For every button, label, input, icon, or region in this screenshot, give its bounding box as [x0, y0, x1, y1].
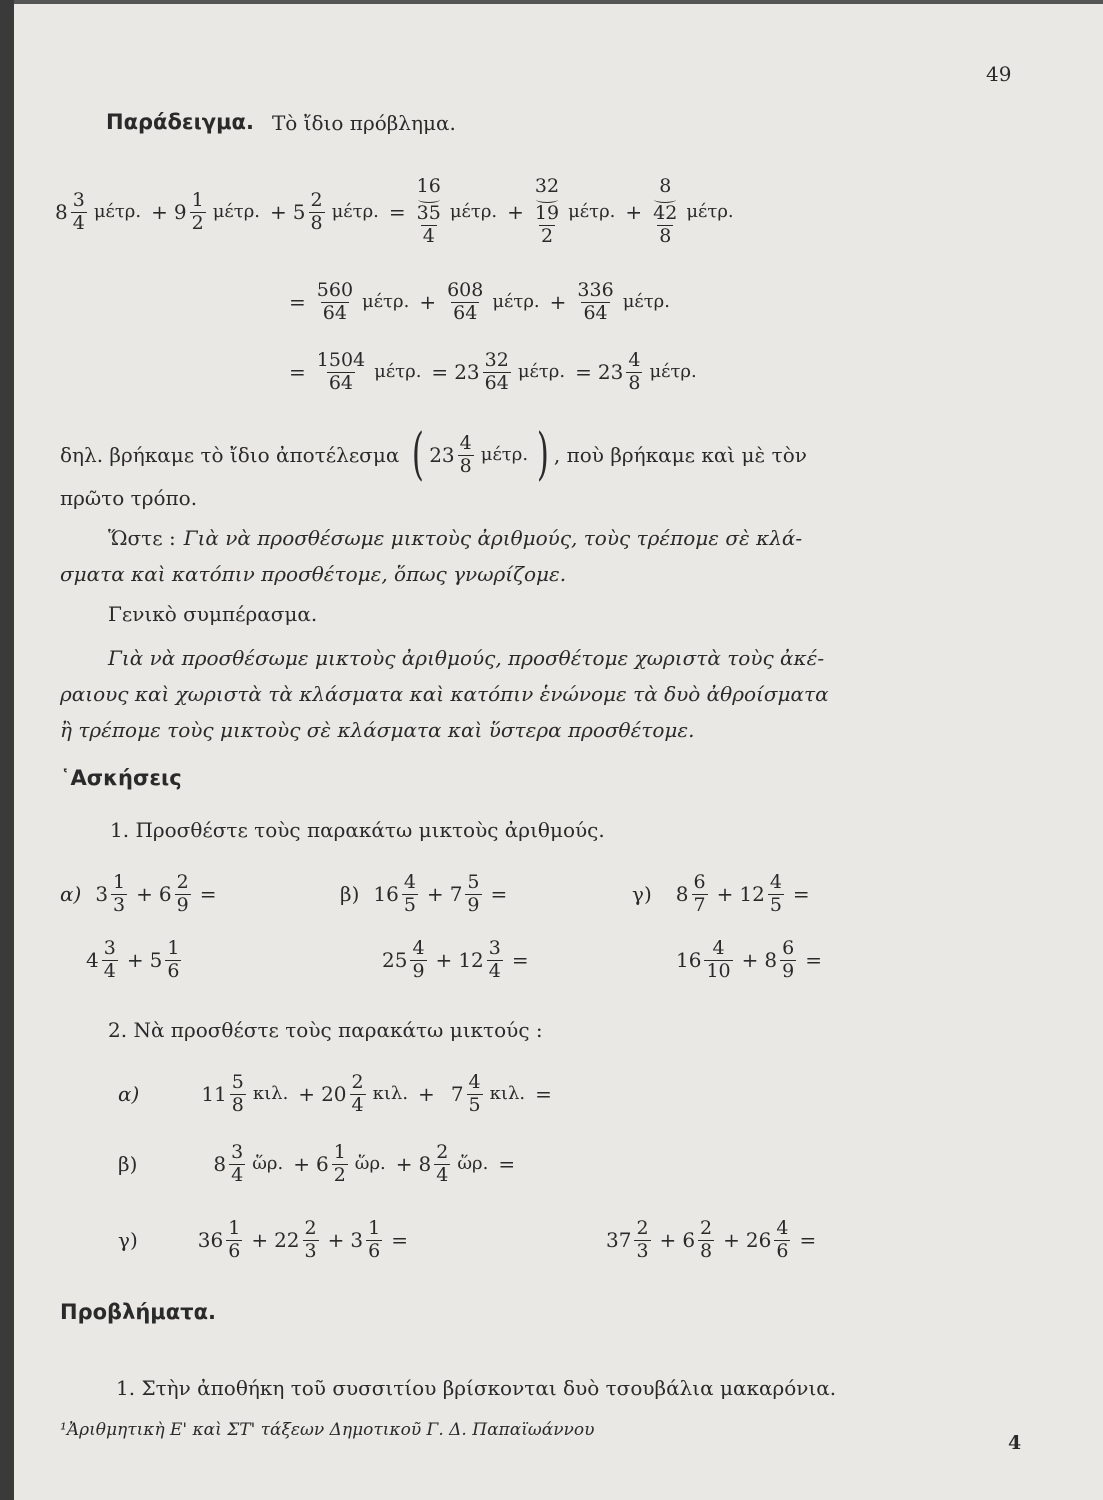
whole: 16	[373, 882, 399, 906]
whole: 37	[606, 1228, 632, 1252]
exercise-2-a	[118, 1064, 558, 1124]
plus-sign: +	[126, 948, 144, 972]
fraction	[350, 1072, 366, 1117]
plus-sign: +	[426, 882, 444, 906]
denominator: 4	[231, 1163, 244, 1186]
unit: κιλ.	[372, 1083, 409, 1104]
equals-sign: =	[575, 360, 592, 384]
denominator: 9	[176, 893, 189, 916]
exercise-1-row-1-c	[632, 864, 816, 924]
numerator: 4	[468, 1070, 481, 1093]
rule-text: Γιὰ νὰ προσθέσωμε μικτοὺς ἀριθμούς, τοὺς τρέπομε σὲ κλά-	[183, 526, 803, 550]
denominator: 6	[368, 1239, 381, 1262]
denominator: 8	[231, 1093, 244, 1116]
fraction	[410, 938, 426, 983]
whole: 25	[382, 948, 408, 972]
numerator: 32	[484, 348, 509, 371]
whole: 23	[597, 360, 624, 384]
numerator: 3	[231, 1140, 244, 1163]
denominator: 8	[310, 211, 323, 234]
plus-sign: +	[327, 1228, 345, 1252]
conclusion-line	[60, 420, 807, 490]
factor: 16	[416, 174, 441, 197]
numerator: 336	[577, 278, 614, 301]
denominator: 64	[453, 301, 478, 324]
equals-sign: =	[199, 882, 217, 906]
fraction	[465, 872, 481, 917]
fraction	[315, 350, 367, 395]
numerator: 4	[776, 1216, 789, 1239]
plus-sign: +	[723, 1228, 740, 1252]
denominator: 8	[628, 371, 641, 394]
fraction	[190, 190, 206, 235]
open-paren: (	[412, 422, 425, 487]
conclusion-line-2: πρῶτο τρόπο.	[60, 486, 198, 510]
denominator: 2	[540, 224, 554, 247]
whole: 23	[429, 443, 455, 467]
equation-line-2	[283, 272, 674, 332]
fraction	[366, 1218, 382, 1263]
equation-line-1	[55, 160, 738, 264]
fraction	[780, 938, 796, 983]
denominator: 64	[583, 301, 608, 324]
unit: μέτρ.	[568, 201, 616, 222]
numerator: 35	[416, 201, 441, 224]
whole: 36	[197, 1228, 224, 1252]
whole: 8	[675, 882, 689, 906]
numerator: 1	[368, 1216, 381, 1239]
numerator: 19	[534, 201, 560, 224]
fraction	[626, 350, 642, 395]
whole: 5	[149, 948, 163, 972]
unit: μέτρ.	[362, 291, 410, 312]
numerator: 4	[628, 348, 641, 371]
denominator: 6	[167, 959, 180, 982]
conclusion-text-after: , ποὺ βρήκαμε καὶ μὲ τὸν	[553, 443, 807, 467]
whole: 5	[292, 200, 306, 224]
denominator: 8	[659, 224, 672, 247]
fraction	[698, 1218, 714, 1263]
denominator: 7	[693, 893, 706, 916]
unit: κιλ.	[252, 1083, 289, 1104]
denominator: 5	[468, 1093, 481, 1116]
whole: 16	[676, 948, 702, 972]
plus-sign: +	[549, 290, 567, 314]
numerator: 5	[231, 1070, 244, 1093]
exercise-2-b	[118, 1134, 521, 1194]
fraction-with-factor	[412, 174, 446, 248]
unit: μέτρ.	[649, 361, 697, 382]
whole: 6	[315, 1152, 329, 1176]
fraction	[445, 280, 485, 325]
general-line-2: ραιους καὶ χωριστὰ τὰ κλάσματα καὶ κατόπιν ἑνώνομε τὰ δυὸ ἀθροίσματα	[60, 682, 829, 706]
problem-1: 1. Στὴν ἀποθήκη τοῦ συσσιτίου βρίσκονται δυὸ τσουβάλια μακαρόνια.	[116, 1376, 837, 1400]
unit: μέτρ.	[331, 201, 379, 222]
page-number: 49	[986, 62, 1012, 86]
fraction	[634, 1218, 650, 1263]
plus-sign: +	[151, 200, 168, 224]
factor: 32	[534, 174, 560, 197]
fraction	[303, 1218, 319, 1263]
unit: ὥρ.	[354, 1153, 386, 1174]
fraction	[651, 203, 679, 248]
whole: 7	[449, 882, 463, 906]
plus-sign: +	[741, 948, 759, 972]
unit: κιλ.	[489, 1083, 526, 1104]
whole: 3	[95, 882, 109, 906]
close-paren: )	[536, 422, 549, 487]
denominator: 8	[459, 454, 472, 477]
numerator: 4	[712, 936, 725, 959]
denominator: 3	[636, 1239, 649, 1262]
general-line-1: Γιὰ νὰ προσθέσωμε μικτοὺς ἀριθμούς, προσθέτομε χωριστὰ τοὺς ἀκέ-	[108, 646, 825, 670]
denominator: 4	[488, 959, 501, 982]
fraction	[692, 872, 708, 917]
equation-line-3	[283, 342, 701, 402]
numerator: 3	[72, 188, 85, 211]
denominator: 3	[304, 1239, 317, 1262]
denominator: 9	[467, 893, 480, 916]
denominator: 8	[700, 1239, 713, 1262]
exercise-1-question: 1. Προσθέστε τοὺς παρακάτω μικτοὺς ἀριθμούς.	[110, 818, 605, 842]
plus-sign: +	[418, 1082, 435, 1106]
fraction	[704, 938, 732, 983]
numerator: 4	[412, 936, 425, 959]
fraction	[71, 190, 87, 235]
fraction	[533, 203, 561, 248]
unit: ὥρ.	[252, 1153, 284, 1174]
numerator: 2	[176, 870, 189, 893]
plus-sign: +	[435, 948, 453, 972]
plus-sign: +	[251, 1228, 269, 1252]
equals-sign: =	[792, 882, 810, 906]
whole: 4	[86, 948, 99, 972]
unit: μέτρ.	[517, 361, 566, 382]
fraction	[458, 433, 474, 478]
example-text: Τὸ ἴδιο πρόβλημα.	[271, 110, 456, 135]
unit: μέτρ.	[449, 201, 498, 222]
page-top-edge	[14, 0, 1103, 4]
exercise-1-row-2-b	[382, 930, 535, 990]
fraction	[102, 938, 118, 983]
fraction	[229, 1142, 245, 1187]
whole: 3	[350, 1228, 364, 1252]
denominator: 4	[103, 959, 116, 982]
exercise-2-c	[118, 1210, 414, 1270]
numerator: 4	[769, 870, 782, 893]
unit: μέτρ.	[212, 201, 261, 222]
item-label: α)	[118, 1082, 140, 1106]
fraction	[175, 872, 191, 917]
numerator: 2	[304, 1216, 317, 1239]
whole: 12	[739, 882, 765, 906]
problems-heading: Προβλήματα.	[60, 1300, 216, 1324]
plus-sign: +	[625, 200, 643, 224]
denominator: 6	[776, 1239, 789, 1262]
unit: μέτρ.	[492, 291, 540, 312]
item-label: γ)	[118, 1228, 138, 1252]
fraction	[575, 280, 615, 325]
whole: 26	[745, 1228, 772, 1252]
fraction	[487, 938, 503, 983]
equals-sign: =	[799, 1228, 817, 1252]
numerator: 5	[467, 870, 480, 893]
equals-sign: =	[490, 882, 508, 906]
example-heading: Παράδειγμα.	[106, 110, 254, 134]
whole: 8	[213, 1152, 227, 1176]
exercise-2-question: 2. Νὰ προσθέστε τοὺς παρακάτω μικτούς :	[108, 1018, 543, 1042]
numerator: 2	[436, 1140, 449, 1163]
item-label: β)	[340, 882, 360, 906]
fraction	[434, 1142, 450, 1187]
fraction	[230, 1072, 246, 1117]
plus-sign: +	[659, 1228, 677, 1252]
numerator: 2	[700, 1216, 713, 1239]
numerator: 42	[653, 201, 678, 224]
general-line-3: ἢ τρέπομε τοὺς μικτοὺς σὲ κλάσματα καὶ ὕστερα προσθέτομε.	[60, 718, 695, 742]
plus-sign: +	[293, 1152, 310, 1176]
numerator: 1	[333, 1140, 346, 1163]
numerator: 560	[316, 278, 354, 301]
numerator: 1	[191, 188, 204, 211]
general-heading: Γενικὸ συμπέρασμα.	[108, 602, 318, 626]
item-label: β)	[118, 1152, 138, 1176]
plus-sign: +	[136, 882, 153, 906]
denominator: 3	[113, 893, 126, 916]
fraction-with-factor	[648, 174, 682, 248]
denominator: 6	[228, 1239, 241, 1262]
numerator: 2	[636, 1216, 649, 1239]
unit: μέτρ.	[686, 201, 734, 222]
fraction	[165, 938, 181, 983]
equals-sign: =	[388, 200, 406, 224]
fraction	[402, 872, 418, 917]
numerator: 6	[782, 936, 795, 959]
whole: 12	[458, 948, 484, 972]
fraction-with-factor	[530, 174, 564, 248]
denominator: 5	[403, 893, 416, 916]
equals-sign: =	[805, 948, 822, 972]
fraction	[768, 872, 784, 917]
denominator: 4	[422, 224, 435, 247]
equals-sign: =	[289, 290, 306, 314]
fraction	[332, 1142, 348, 1187]
book-binding-edge	[0, 0, 14, 1500]
rule-line-1	[108, 528, 802, 548]
example-heading-line	[106, 112, 456, 133]
unit: μέτρ.	[93, 201, 142, 222]
equals-sign: =	[535, 1082, 552, 1106]
whole: 8	[55, 200, 68, 224]
plus-sign: +	[395, 1152, 413, 1176]
whole: 20	[321, 1082, 347, 1106]
denominator: 64	[328, 371, 354, 394]
fraction	[315, 280, 355, 325]
numerator: 2	[310, 188, 323, 211]
factor: 8	[659, 174, 672, 197]
denominator: 64	[322, 301, 347, 324]
equals-sign: =	[498, 1152, 516, 1176]
whole: 8	[418, 1152, 432, 1176]
rule-line-2: σματα καὶ κατόπιν προσθέτομε, ὅπως γνωρίζομε.	[60, 562, 567, 586]
denominator: 4	[436, 1163, 449, 1186]
whole: 6	[158, 882, 172, 906]
numerator: 3	[488, 936, 501, 959]
whole: 9	[173, 200, 187, 224]
numerator: 4	[403, 870, 416, 893]
exercise-1-row-1-b	[340, 864, 513, 924]
equals-sign: =	[391, 1228, 408, 1252]
denominator: 4	[351, 1093, 364, 1116]
unit: ὥρ.	[457, 1153, 489, 1174]
denominator: 64	[484, 371, 509, 394]
fraction	[415, 203, 443, 248]
denominator: 5	[769, 893, 782, 916]
whole: 22	[274, 1228, 300, 1252]
unit: μέτρ.	[374, 361, 422, 382]
whole: 23	[454, 360, 480, 384]
whole: 6	[682, 1228, 696, 1252]
conclusion-text: δηλ. βρήκαμε τὸ ἴδιο ἀποτέλεσμα	[60, 443, 400, 467]
fraction	[309, 190, 325, 235]
sheet-number: 4	[1008, 1432, 1022, 1454]
footer-text: ¹Ἀριθμητικὴ Ε' καὶ ΣΤ' τάξεων Δημοτικοῦ Γ. Δ. Παπαϊωάννου	[60, 1420, 595, 1440]
fraction	[111, 872, 127, 917]
numerator: 1	[228, 1216, 241, 1239]
denominator: 10	[706, 959, 731, 982]
plus-sign: +	[270, 200, 287, 224]
plus-sign: +	[419, 290, 437, 314]
item-label: α)	[60, 882, 82, 906]
numerator: 1504	[316, 348, 366, 371]
unit: μέτρ.	[480, 444, 529, 465]
numerator: 608	[447, 278, 484, 301]
numerator: 2	[351, 1070, 364, 1093]
numerator: 3	[103, 936, 116, 959]
numerator: 1	[113, 870, 126, 893]
fraction	[467, 1072, 483, 1117]
denominator: 9	[782, 959, 795, 982]
equals-sign: =	[431, 360, 449, 384]
exercise-1-row-2-c	[676, 930, 828, 990]
numerator: 6	[693, 870, 706, 893]
whole: 11	[201, 1082, 227, 1106]
item-label: γ)	[632, 882, 652, 906]
unit: μέτρ.	[622, 291, 670, 312]
denominator: 2	[333, 1163, 346, 1186]
fraction	[774, 1218, 790, 1263]
denominator: 2	[191, 211, 204, 234]
whole: 8	[764, 948, 778, 972]
fraction	[483, 350, 511, 395]
whole: 7	[450, 1082, 464, 1106]
exercise-1-row-1	[60, 864, 223, 924]
equals-sign: =	[289, 360, 306, 384]
numerator: 1	[167, 936, 180, 959]
exercise-2-c-second	[606, 1210, 822, 1270]
equals-sign: =	[511, 948, 529, 972]
plus-sign: +	[507, 200, 524, 224]
fraction	[226, 1218, 242, 1263]
exercises-heading: ῾Ασκήσεις	[60, 766, 182, 790]
plus-sign: +	[298, 1082, 316, 1106]
denominator: 9	[412, 959, 425, 982]
exercise-1-row-2-a	[86, 930, 184, 990]
plus-sign: +	[716, 882, 734, 906]
rule-lead: Ὥστε :	[108, 526, 176, 550]
denominator: 4	[72, 211, 85, 234]
numerator: 4	[459, 431, 472, 454]
